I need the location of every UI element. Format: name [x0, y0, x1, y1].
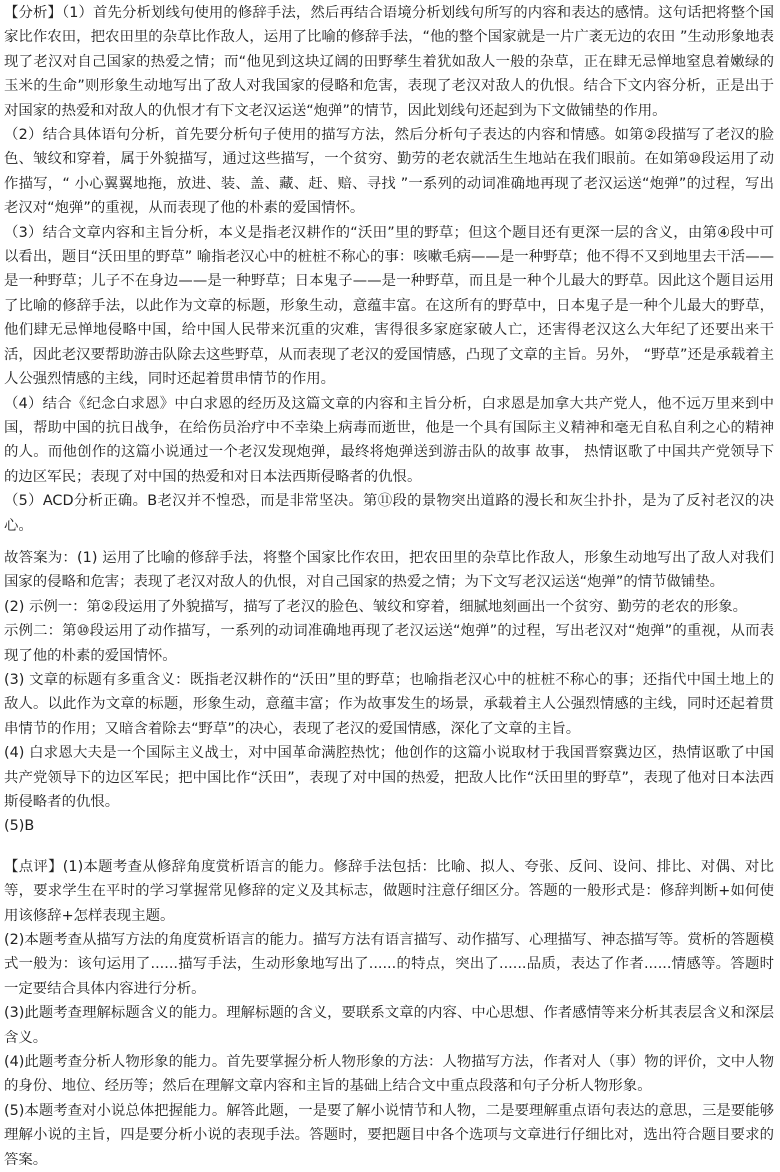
analysis-paragraph-5: （5）ACD分析正确。B老汉并不惶恐，而是非常坚决。第⑪段的景物突出道路的漫长和灰尘扑扑，是为了反衬老汉的决心。	[4, 493, 774, 534]
comment-paragraph-3: (3)此题考查理解标题含义的能力。理解标题的含义，要联系文章的内容、中心思想、作者感情等来分析其表层含义和深层含义。	[4, 1005, 774, 1046]
analysis-paragraph-1: 【分析】（1）首先分析划线句使用的修辞手法，然后再结合语境分析划线句所写的内容和表达的感情。这句话把将整个国家比作农田，把农田里的杂草比作敌人，运用了比喻的修辞手法，“他的整个国家就是一片广袤无边的农田 ”生动形象地表现了老汉对自己国家的热爱之情；而“他见到这块辽阔的田野孳生着犹如敌人一般的杂草，正在肆无忌惮地窒息着嫩绿的玉米的生命”则形象生动地写出了敌人对我国家的侵略和危害，表现了老汉对敌人的仇恨。结合下文内容分析，正是出于对国家的热爱和对敌人的仇恨才有下文老汉运送“炮弹”的情节，因此划线句还起到为下文做铺垫的作用。	[4, 5, 774, 119]
analysis-paragraph-3: （3）结合文章内容和主旨分析，本义是指老汉耕作的“沃田”里的野草；但这个题目还有更深一层的含义，由第④段中可以看出，题目“沃田里的野草” 喻指老汉心中的桩桩不称心的事：咳嗽毛病——是一种野草；他不得不又到地里去干活——是一种野草；儿子不在身边——是一种野草；日本鬼子——是一种野草，而且是一种个儿最大的野草。因此这个题目运用了比喻的修辞手法，以此作为文章的标题，形象生动，意蕴丰富。在这所有的野草中，日本鬼子是一种个儿最大的野草，他们肆无忌惮地侵略中国，给中国人民带来沉重的灾难，害得很多家庭家破人亡，还害得老汉这么大年纪了还要出来干活，因此老汉要帮助游击队除去这些野草，从而表现了老汉的爱国情感，凸现了文章的主旨。另外， “野草”还是承载着主人公强烈情感的主线，同时还起着贯串情节的作用。	[4, 224, 774, 388]
answer-paragraph-5: (4) 白求恩大夫是一个国际主义战士，对中国革命满腔热忱；他创作的这篇小说取材于我国晋察冀边区，热情讴歌了中国共产党领导下的边区军民；把中国比作“沃田”，表现了对中国的热爱，把敌人比作“沃田里的野草”，表现了他对日本法西斯侵略者的仇恨。	[4, 745, 774, 810]
comment-paragraph-2: (2)本题考查从描写方法的角度赏析语言的能力。描写方法有语言描写、动作描写、心理描写、神态描写等。赏析的答题模式一般为：该句运用了......描写手法，生动形象地写出了......的特点，突出了......品质，表达了作者......情感等。答题时一定要结合具体内容进行分析。	[4, 932, 774, 997]
answer-paragraph-2: (2) 示例一：第②段运用了外貌描写，描写了老汉的脸色、皱纹和穿着，细腻地刻画出一个贫穷、勤劳的老农的形象。	[4, 598, 748, 615]
answer-section	[4, 546, 774, 839]
comment-paragraph-1: 【点评】(1)本题考查从修辞角度赏析语言的能力。修辞手法包括：比喻、拟人、夸张、反问、设问、排比、对偶、对比等，要求学生在平时的学习掌握常见修辞的定义及其标志，做题时注意仔细区分。答题的一般形式是：修辞判断+如何使用该修辞+怎样表现主题。	[4, 858, 774, 924]
analysis-paragraph-4: （4）结合《纪念白求恩》中白求恩的经历及这篇文章的内容和主旨分析，白求恩是加拿大共产党人，他不远万里来到中国，帮助中国的抗日战争，在给伤员治疗中不幸染上病毒而逝世，他是一个具有国际主义精神和毫无自私自利之心的精神的人。而他创作的这篇小说通过一个老汉发现炮弹，最终将炮弹送到游击队的故事 故事， 热情讴歌了中国共产党领导下的边区军民；表现了对中国的热爱和对日本法西斯侵略者的仇恨。	[4, 395, 774, 485]
comment-paragraph-4: (4)此题考查分析人物形象的能力。首先要掌握分析人物形象的方法：人物描写方法，作者对人（事）物的评价，文中人物的身份、地位、经历等；然后在理解文章内容和主旨的基础上结合文中重点段落和句子分析人物形象。	[4, 1054, 774, 1095]
answer-paragraph-4: (3) 文章的标题有多重含义：既指老汉耕作的“沃田”里的野草；也喻指老汉心中的桩桩不称心的事；还指代中国土地上的敌人。以此作为文章的标题，形象生动，意蕴丰富；作为故事发生的场景，承载着主人公强烈情感的主线，同时还起着贯串情节的作用；又暗含着除去“野草”的决心，表现了老汉的爱国情感，深化了文章的主旨。	[4, 671, 774, 737]
analysis-paragraph-2: （2）结合具体语句分析，首先要分析句子使用的描写方法，然后分析句子表达的内容和情感。如第②段描写了老汉的脸色、皱纹和穿着，属于外貌描写，通过这些描写，一个贫穷、勤劳的老农就活生生地站在我们眼前。在如第⑩段运用了动作描写，“ 小心翼翼地拖，放进、装、盖、藏、赶、赔、寻找 ”一系列的动词准确地再现了老汉运送“炮弹”的过程，写出老汉对“炮弹”的重视，从而表现了他的朴素的爱国情怀。	[4, 127, 774, 217]
analysis-section	[4, 0, 774, 538]
answer-paragraph-3: 示例二：第⑩段运用了动作描写，一系列的动词准确地再现了老汉运送“炮弹”的过程，写出老汉对“炮弹”的重视，从而表现了他的朴素的爱国情怀。	[4, 623, 774, 664]
answer-paragraph-1: 故答案为：(1) 运用了比喻的修辞手法，将整个国家比作农田，把农田里的杂草比作敌人，形象生动地写出了敌人对我们国家的侵略和危害；表现了老汉对敌人的仇恨，对自己国家的热爱之情；为下文写老汉运送“炮弹”的情节做铺垫。	[4, 549, 774, 591]
comment-section	[4, 855, 774, 1172]
answer-paragraph-6: (5)B	[4, 818, 35, 835]
comment-paragraph-5: (5)本题考查对小说总体把握能力。解答此题，一是要了解小说情节和人物，二是要理解重点语句表达的意思，三是要能够理解小说的主旨，四是要分析小说的表现手法。答题时，要把题目中各个选项与文章进行仔细比对，选出符合题目要求的答案。	[4, 1102, 774, 1168]
